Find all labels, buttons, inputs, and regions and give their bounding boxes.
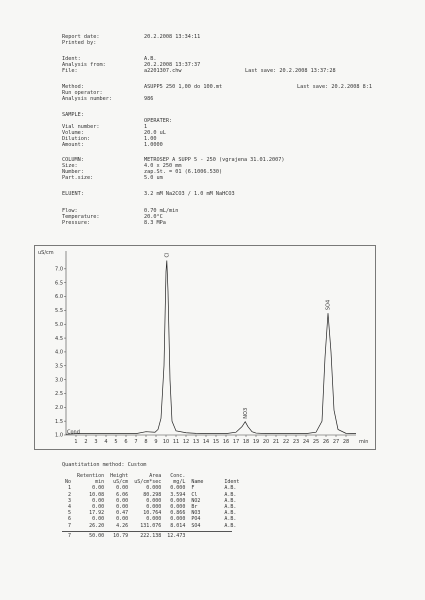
x-tick-label: 16 [222,439,230,445]
x-tick-label: 26 [322,439,330,445]
quant-header-cell: Ident [224,479,240,486]
quant-cell: 0.000 [170,497,186,504]
quant-cell: 0.000 [146,504,162,511]
quant-cell: 0.00 [116,504,129,511]
x-axis-label: min [359,439,369,445]
x-tick-label: 20 [262,439,270,445]
quant-cell: 0.000 [170,504,186,511]
quant-cell: 10.08 [89,491,105,498]
y-tick-label: 3.0 [55,377,63,384]
eluent-value: 3.2 mM Na2CO3 / 1.0 mM NaHCO3 [144,191,235,197]
x-tick-label: 18 [242,439,250,445]
x-tick-label: 24 [302,439,310,445]
number-label: Number: [62,169,84,175]
vial-label: Vial number: [62,124,100,130]
y-tick-label: 4.0 [55,349,63,356]
quant-cell: 131.076 [140,522,162,529]
x-tick-label: 21 [272,439,280,445]
file-label: File: [62,68,78,74]
volume-label: Volume: [62,130,84,136]
x-tick-label: 10 [162,439,170,445]
quant-cell: 0.00 [116,516,129,523]
method-label: Method: [62,84,84,90]
quant-cell: A.B. [224,491,237,498]
x-tick-label: 9 [154,439,158,445]
chromatogram-chart [34,245,376,450]
analysis-from: 20.2.2008 13:37:37 [144,62,201,68]
quant-cell: 0.00 [92,504,105,511]
volume-value: 20.0 uL [144,130,166,136]
sample-title: SAMPLE: [62,112,84,118]
quant-cell: 0.00 [92,497,105,504]
quant-header-cell: No [65,479,72,486]
y-tick-label: 2.5 [55,391,63,398]
quant-cell: 7 [68,522,72,529]
quant-cell: PO4 [191,516,201,523]
quant-cell: 0.866 [170,510,186,517]
run-operator-label: Run operator: [62,90,103,96]
quant-cell: A.B. [224,504,237,511]
quant-cell: Br [191,504,198,511]
y-tick-label: 3.5 [55,363,63,370]
signal-label: Cond [67,429,80,436]
quant-header-cell: Retention min [77,473,105,486]
x-tick-label: 22 [282,439,290,445]
peak-label: NO3 [242,407,249,419]
quant-cell: A.B. [224,497,237,504]
amount-label: Amount: [62,142,84,148]
x-tick-label: 6 [124,439,128,445]
eluent-label: ELUENT: [62,191,84,197]
operator-label: OPERATER: [144,118,173,124]
quant-cell: 8.014 [170,522,186,529]
quant-cell: 80.298 [143,491,162,498]
quant-cell: 26.20 [89,522,105,529]
temperature-value: 20.0°C [144,214,163,220]
amount-value: 1.0000 [144,142,163,148]
number-value: zap.St. = 01 (6.1006.530) [144,169,223,175]
quant-cell: 0.000 [170,516,186,523]
y-tick-label: 7.0 [55,266,63,273]
x-tick-label: 13 [192,439,200,445]
x-tick-label: 12 [182,439,190,445]
peak-label: SO4 [325,299,332,311]
quant-cell: 0.000 [170,485,186,492]
quant-cell: NO2 [191,497,201,504]
quant-cell: 1 [68,485,72,492]
x-tick-label: 14 [202,439,210,445]
ident-value: A.B. [144,56,157,62]
quant-cell: 10.764 [143,510,162,517]
quant-cell: 2 [68,491,72,498]
quant-cell: 0.00 [116,485,129,492]
quant-cell: 0.47 [116,510,129,517]
y-tick-label: 4.5 [55,335,63,342]
x-tick-label: 5 [114,439,118,445]
quant-total-cell: 10.79 [113,532,129,539]
printed-by-label: Printed by: [62,40,97,46]
quant-total-cell: 12.473 [167,532,186,539]
column-label: COLUMN: [62,157,84,163]
report-date: 20.2.2008 13:34:11 [144,34,201,40]
y-tick-label: 6.5 [55,280,63,287]
quant-header-cell: Height uS/cm [110,473,129,486]
quant-total-cell: 222.138 [140,532,162,539]
quant-cell: 3 [68,497,72,504]
quant-cell: A.B. [224,510,237,517]
x-tick-label: 4 [104,439,108,445]
x-tick-label: 28 [342,439,350,445]
quant-cell: 4.26 [116,522,129,529]
quant-total-cell: 7 [68,532,72,539]
quant-cell: 0.000 [146,485,162,492]
quant-header-cell: Area uS/cm*sec [134,473,162,486]
column-value: METROSEP A SUPP 5 - 250 (vgrajena 31.01.2007) [144,157,285,163]
quant-cell: A.B. [224,516,237,523]
quant-cell: 0.00 [116,497,129,504]
flow-label: Flow: [62,208,78,214]
file-name: a2201307.chw [144,68,182,74]
size-value: 4.0 x 250 mm [144,163,182,169]
quant-cell: 0.000 [146,497,162,504]
quant-cell: 6.06 [116,491,129,498]
quant-cell: F [191,485,195,492]
analysis-number: 986 [144,96,154,102]
quant-header-row [62,473,242,485]
dilution-label: Dilution: [62,136,91,142]
flow-value: 0.70 mL/min [144,208,179,214]
x-tick-label: 7 [134,439,138,445]
quant-cell: 0.00 [92,485,105,492]
pressure-value: 8.3 MPa [144,220,166,226]
x-tick-label: 25 [312,439,320,445]
y-tick-label: 6.0 [55,294,63,301]
x-tick-label: 1 [74,439,78,445]
quant-cell: 3.594 [170,491,186,498]
ident-label: Ident: [62,56,81,62]
part-size-label: Part.size: [62,175,94,181]
y-tick-label: 2.0 [55,405,63,412]
dilution-value: 1.00 [144,136,157,142]
report-date-label: Report date: [62,34,100,40]
method-last-save: Last save: 20.2.2008 8:1 [297,84,372,90]
method-name: ASUPP5 250 1,00 do 100.mt [144,84,223,90]
quant-cell: A.B. [224,522,237,529]
quant-total-cell: 50.00 [89,532,105,539]
temperature-label: Temperature: [62,214,100,220]
quant-cell: 17.92 [89,510,105,517]
y-axis-label: uS/cm [38,250,54,256]
quant-method: Quantitation method: Custom [62,462,147,468]
x-tick-label: 15 [212,439,220,445]
chart-frame [35,246,376,450]
quant-row [62,523,242,529]
size-label: Size: [62,163,78,169]
quant-cell: 0.00 [92,516,105,523]
peak-label: Cl [164,252,171,258]
chromatogram-trace [66,261,356,435]
y-tick-label: 5.0 [55,321,63,328]
y-tick-label: 1.5 [55,418,63,425]
quant-cell: 6 [68,516,72,523]
y-tick-label: 1.0 [55,432,63,439]
pressure-label: Pressure: [62,220,91,226]
part-size-value: 5.0 um [144,175,163,181]
quant-cell: 5 [68,510,72,517]
total-separator [62,531,232,532]
analysis-from-label: Analysis from: [62,62,106,68]
x-tick-label: 2 [84,439,88,445]
vial-value: 1 [144,124,148,130]
quant-header-cell: Conc. mg/L [170,473,186,486]
x-tick-label: 23 [292,439,300,445]
x-tick-label: 11 [172,439,180,445]
file-last-save: Last save: 20.2.2008 13:37:28 [245,68,336,74]
quant-header-cell: Name [191,479,204,486]
quant-cell: A.B. [224,485,237,492]
x-tick-label: 19 [252,439,260,445]
quant-cell: SO4 [191,522,201,529]
quant-cell: 0.000 [146,516,162,523]
quant-cell: Cl [191,491,198,498]
quant-table [62,473,242,539]
x-tick-label: 17 [232,439,240,445]
x-tick-label: 8 [144,439,148,445]
x-tick-label: 3 [94,439,98,445]
quant-cell: NO3 [191,510,201,517]
analysis-number-label: Analysis number: [62,96,112,102]
y-tick-label: 5.5 [55,308,63,315]
quant-cell: 4 [68,504,72,511]
x-tick-label: 27 [332,439,340,445]
